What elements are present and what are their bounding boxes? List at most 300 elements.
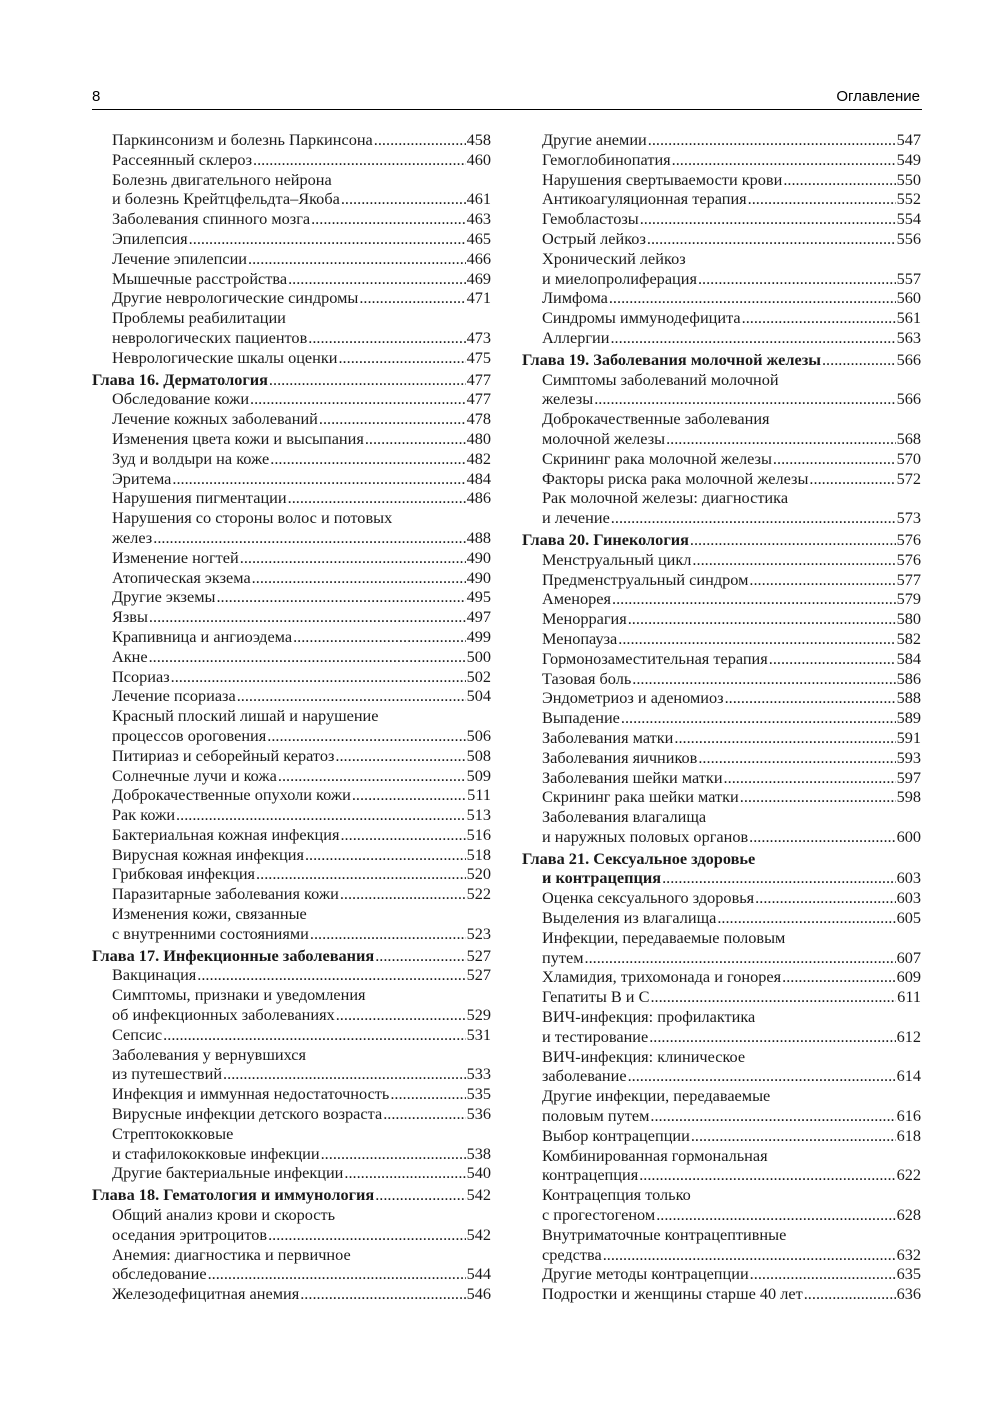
toc-dot-leader: [223, 1064, 466, 1084]
toc-entry-title: Выбор контрацепции: [542, 1125, 690, 1145]
toc-entry[interactable]: [522, 389, 921, 409]
toc-page-number: 547: [896, 130, 921, 149]
toc-dot-leader: [755, 888, 895, 908]
toc-page-number: 465: [466, 228, 491, 248]
toc-entry[interactable]: [522, 409, 921, 429]
toc-entry[interactable]: [522, 1086, 921, 1106]
toc-page-number: 460: [466, 149, 491, 169]
toc-entry-title: Подростки и женщины старше 40 лет: [542, 1284, 803, 1304]
toc-page-number: 527: [466, 965, 491, 985]
toc-entry[interactable]: [92, 429, 491, 449]
toc-entry-title: и тестирование: [542, 1026, 649, 1046]
toc-entry-title: и контрацепция: [542, 868, 662, 888]
toc-entry[interactable]: [92, 189, 491, 209]
toc-entry[interactable]: [92, 667, 491, 687]
toc-dot-leader: [822, 350, 896, 370]
toc-page-number: 520: [466, 864, 491, 884]
toc-page-number: 591: [896, 727, 921, 747]
toc-entry[interactable]: [522, 1106, 921, 1126]
toc-entry[interactable]: [92, 1064, 491, 1084]
toc-entry-title: половым путем: [542, 1106, 650, 1126]
toc-entry[interactable]: [92, 229, 491, 249]
toc-entry[interactable]: [522, 570, 921, 590]
toc-entry-title: Нарушения пигментации: [112, 488, 287, 508]
toc-entry-title: Предменструальный синдром: [542, 569, 749, 589]
toc-dot-leader: [717, 908, 895, 928]
toc-dot-leader: [352, 785, 466, 805]
toc-entry[interactable]: [522, 249, 921, 269]
toc-page-number: 576: [896, 529, 921, 549]
toc-entry-title: Красный плоский лишай и нарушение: [112, 706, 379, 726]
toc-dot-leader: [256, 864, 466, 884]
toc-page-number: 628: [896, 1205, 921, 1225]
toc-entry-title: Антикоагуляционная терапия: [542, 189, 747, 209]
toc-page-number: 509: [466, 765, 491, 785]
toc-entry-title: Другие анемии: [542, 130, 647, 149]
toc-dot-leader: [365, 429, 466, 449]
toc-entry[interactable]: [92, 1144, 491, 1164]
toc-entry-title: Аллергии: [542, 327, 610, 347]
toc-entry-title: заболевание: [542, 1066, 627, 1086]
toc-page-number: 572: [896, 468, 921, 488]
toc-entry-title: и наружных половых органов: [542, 826, 749, 846]
toc-entry[interactable]: [92, 706, 491, 726]
toc-entry[interactable]: [92, 627, 491, 647]
toc-dot-leader: [268, 1225, 466, 1245]
toc-page-number: 497: [466, 607, 491, 627]
toc-entry[interactable]: [522, 1165, 921, 1185]
toc-dot-leader: [305, 845, 466, 865]
toc-entry[interactable]: [522, 488, 921, 508]
toc-entry-title: Лечение псориаза: [112, 686, 236, 706]
toc-entry-title: Менструальный цикл: [542, 549, 692, 569]
toc-page-number: 607: [896, 947, 921, 967]
toc-entry[interactable]: [522, 948, 921, 968]
toc-entry[interactable]: [522, 1047, 921, 1067]
toc-entry[interactable]: [92, 965, 491, 985]
toc-entry[interactable]: [92, 785, 491, 805]
toc-entry[interactable]: [92, 1025, 491, 1045]
toc-entry[interactable]: [92, 1205, 491, 1225]
toc-entry[interactable]: [92, 587, 491, 607]
toc-entry[interactable]: [522, 1007, 921, 1027]
toc-page-number: 576: [896, 549, 921, 569]
toc-dot-leader: [594, 389, 895, 409]
toc-entry[interactable]: [92, 508, 491, 528]
toc-entry[interactable]: [92, 528, 491, 548]
toc-entry[interactable]: [522, 827, 921, 847]
toc-entry-title: Неврологические шкалы оценки: [112, 347, 338, 367]
toc-entry-title: Другие неврологические синдромы: [112, 288, 359, 308]
toc-page-number: 618: [896, 1125, 921, 1145]
toc-entry-title: оседания эритроцитов: [112, 1224, 268, 1244]
toc-dot-leader: [359, 288, 465, 308]
toc-entry[interactable]: [92, 1124, 491, 1144]
toc-entry[interactable]: [92, 288, 491, 308]
toc-entry[interactable]: [92, 1163, 491, 1183]
toc-entry[interactable]: [92, 469, 491, 489]
toc-entry[interactable]: [522, 288, 921, 308]
toc-page-number: 588: [896, 688, 921, 708]
toc-entry[interactable]: [522, 449, 921, 469]
page-number: 8: [92, 88, 101, 105]
toc-page-number: 527: [466, 945, 491, 965]
toc-page-number: 616: [896, 1106, 921, 1126]
toc-dot-leader: [321, 1144, 466, 1164]
toc-chapter-entry[interactable]: [522, 849, 921, 869]
toc-dot-leader: [375, 946, 465, 966]
toc-entry[interactable]: [92, 805, 491, 825]
toc-chapter-entry[interactable]: [522, 350, 921, 370]
toc-entry-title: Выпадение: [542, 708, 620, 728]
toc-entry-title: Глава 19. Заболевания молочной железы: [522, 349, 821, 369]
toc-entry[interactable]: [92, 130, 491, 150]
toc-page-number: 499: [466, 626, 491, 646]
toc-page-number: 568: [896, 428, 921, 448]
toc-dot-leader: [340, 825, 465, 845]
toc-dot-leader: [149, 607, 466, 627]
toc-page-number: 593: [896, 747, 921, 767]
toc-entry-title: Бактериальная кожная инфекция: [112, 824, 340, 844]
toc-page-number: 603: [896, 868, 921, 888]
toc-entry[interactable]: [522, 748, 921, 768]
toc-entry-title: процессов ороговения: [112, 725, 267, 745]
toc-entry-title: Изменения кожи, связанные: [112, 904, 307, 924]
toc-entry[interactable]: [522, 209, 921, 229]
toc-dot-leader: [612, 589, 896, 609]
toc-entry[interactable]: [92, 308, 491, 328]
toc-entry-title: железы: [542, 389, 594, 409]
toc-entry[interactable]: [92, 884, 491, 904]
toc-dot-leader: [197, 965, 465, 985]
toc-dot-leader: [749, 570, 895, 590]
toc-page-number: 556: [896, 228, 921, 248]
toc-entry-title: Атопическая экзема: [112, 567, 251, 587]
toc-entry[interactable]: [92, 170, 491, 190]
toc-entry-title: Питириаз и себорейный кератоз: [112, 745, 335, 765]
toc-entry-title: Эндометриоз и аденомиоз: [542, 688, 724, 708]
toc-page-number: 542: [466, 1224, 491, 1244]
toc-entry[interactable]: [522, 708, 921, 728]
toc-dot-leader: [176, 805, 466, 825]
toc-page-number: 589: [896, 708, 921, 728]
toc-page-number: 508: [466, 745, 491, 765]
toc-entry[interactable]: [522, 688, 921, 708]
toc-dot-leader: [662, 868, 895, 888]
toc-entry[interactable]: [522, 649, 921, 669]
toc-entry[interactable]: [92, 488, 491, 508]
toc-dot-leader: [740, 787, 896, 807]
toc-entry[interactable]: [92, 766, 491, 786]
toc-page-number: 597: [896, 767, 921, 787]
toc-page-number: 473: [466, 327, 491, 347]
toc-dot-leader: [390, 1084, 465, 1104]
toc-entry[interactable]: [522, 967, 921, 987]
toc-page-number: 605: [896, 908, 921, 928]
toc-entry[interactable]: [92, 647, 491, 667]
toc-dot-leader: [809, 469, 895, 489]
toc-entry-title: Другие экземы: [112, 587, 216, 607]
toc-dot-leader: [649, 1027, 895, 1047]
toc-entry[interactable]: [522, 269, 921, 289]
toc-chapter-entry[interactable]: [92, 370, 491, 390]
toc-entry[interactable]: [92, 904, 491, 924]
toc-page-number: 561: [896, 308, 921, 328]
toc-entry[interactable]: [522, 229, 921, 249]
toc-page-number: 482: [466, 448, 491, 468]
toc-entry[interactable]: [522, 150, 921, 170]
toc-entry[interactable]: [92, 269, 491, 289]
toc-entry[interactable]: [92, 985, 491, 1005]
toc-entry-title: Анемия: диагностика и первичное: [112, 1244, 351, 1264]
toc-entry[interactable]: [522, 928, 921, 948]
toc-entry[interactable]: [522, 987, 921, 1007]
toc-entry-title: с прогестогеном: [542, 1205, 656, 1225]
toc-chapter-entry[interactable]: [92, 1185, 491, 1205]
toc-dot-leader: [725, 688, 896, 708]
toc-dot-leader: [782, 967, 895, 987]
toc-entry-title: Болезнь двигательного нейрона: [112, 169, 332, 189]
toc-page-number: 573: [896, 508, 921, 528]
toc-entry-title: Нарушения свертываемости крови: [542, 169, 783, 189]
toc-page-number: 480: [466, 428, 491, 448]
toc-entry[interactable]: [92, 1104, 491, 1124]
toc-entry[interactable]: [522, 1205, 921, 1225]
toc-dot-leader: [344, 1163, 465, 1183]
toc-entry-title: Вирусные инфекции детского возраста: [112, 1104, 383, 1124]
toc-entry-title: Факторы риска рака молочной железы: [542, 468, 809, 488]
toc-dot-leader: [621, 708, 896, 728]
toc-entry[interactable]: [522, 370, 921, 390]
toc-entry[interactable]: [522, 1284, 921, 1304]
toc-entry[interactable]: [92, 1284, 491, 1304]
toc-entry-title: Заболевания у вернувшихся: [112, 1044, 306, 1064]
toc-entry[interactable]: [522, 728, 921, 748]
toc-page-number: 535: [466, 1084, 491, 1104]
toc-entry[interactable]: [522, 807, 921, 827]
toc-page-number: 502: [466, 666, 491, 686]
toc-entry[interactable]: [522, 469, 921, 489]
toc-page-number: 504: [466, 686, 491, 706]
toc-entry-title: контрацепция: [542, 1165, 639, 1185]
toc-entry-title: Обследование кожи: [112, 389, 250, 409]
toc-entry[interactable]: [522, 130, 921, 150]
toc-dot-leader: [237, 686, 466, 706]
toc-entry-title: путем: [542, 947, 584, 967]
toc-dot-leader: [300, 1284, 465, 1304]
toc-entry[interactable]: [92, 150, 491, 170]
toc-page-number: 533: [466, 1064, 491, 1084]
toc-chapter-entry[interactable]: [522, 868, 921, 888]
toc-entry-title: Скрининг рака молочной железы: [542, 448, 772, 468]
toc-dot-leader: [632, 669, 895, 689]
toc-entry[interactable]: [522, 308, 921, 328]
toc-entry[interactable]: [522, 170, 921, 190]
toc-entry-title: Скрининг рака шейки матки: [542, 787, 739, 807]
toc-entry[interactable]: [92, 864, 491, 884]
toc-entry[interactable]: [522, 629, 921, 649]
toc-page-number: 463: [466, 209, 491, 229]
toc-dot-leader: [208, 1264, 466, 1284]
toc-page-number: 577: [896, 569, 921, 589]
toc-page-number: 516: [466, 824, 491, 844]
toc-dot-leader: [383, 1104, 465, 1124]
toc-dot-leader: [335, 746, 465, 766]
toc-entry-title: Глава 20. Гинекология: [522, 529, 689, 549]
toc-entry-title: Глава 21. Сексуальное здоровье: [522, 848, 756, 868]
toc-entry[interactable]: [92, 548, 491, 568]
toc-dot-leader: [603, 1245, 896, 1265]
toc-dot-leader: [338, 348, 465, 368]
toc-dot-leader: [610, 328, 895, 348]
toc-entry-title: Паркинсонизм и болезнь Паркинсона: [112, 130, 373, 149]
toc-entry[interactable]: [522, 669, 921, 689]
toc-dot-leader: [773, 449, 896, 469]
toc-dot-leader: [666, 429, 895, 449]
toc-entry[interactable]: [522, 589, 921, 609]
toc-entry[interactable]: [522, 328, 921, 348]
toc-entry-title: Глава 16. Дерматология: [92, 369, 268, 389]
toc-entry-title: Хламидия, трихомонада и гонорея: [542, 967, 782, 987]
toc-entry-title: Острый лейкоз: [542, 228, 646, 248]
toc-page-number: 549: [896, 149, 921, 169]
toc-entry[interactable]: [522, 768, 921, 788]
toc-entry[interactable]: [522, 1027, 921, 1047]
toc-entry[interactable]: [92, 746, 491, 766]
toc-chapter-entry[interactable]: [92, 946, 491, 966]
toc-page-number: 538: [466, 1143, 491, 1163]
toc-entry[interactable]: [522, 908, 921, 928]
toc-page-number: 560: [896, 288, 921, 308]
toc-dot-leader: [783, 170, 895, 190]
toc-dot-leader: [724, 768, 896, 788]
toc-entry[interactable]: [522, 1185, 921, 1205]
toc-entry[interactable]: [92, 1225, 491, 1245]
toc-entry-title: Выделения из влагалища: [542, 908, 717, 928]
toc-entry[interactable]: [92, 449, 491, 469]
toc-dot-leader: [163, 1025, 465, 1045]
toc-entry-title: Хронический лейкоз: [542, 248, 686, 268]
toc-dot-leader: [240, 548, 466, 568]
toc-entry-title: Доброкачественные заболевания: [542, 409, 770, 429]
toc-entry[interactable]: [522, 609, 921, 629]
toc-dot-leader: [674, 728, 895, 748]
toc-chapter-entry[interactable]: [522, 530, 921, 550]
toc-entry-title: Вакцинация: [112, 965, 197, 985]
toc-page-number: 458: [466, 130, 491, 149]
toc-entry-title: Гормонозаместительная терапия: [542, 648, 768, 668]
toc-entry[interactable]: [92, 845, 491, 865]
toc-entry[interactable]: [92, 607, 491, 627]
toc-entry[interactable]: [92, 328, 491, 348]
toc-entry[interactable]: [92, 209, 491, 229]
toc-entry-title: Инфекция и иммунная недостаточность: [112, 1084, 390, 1104]
toc-entry[interactable]: [92, 1084, 491, 1104]
toc-page-number: 632: [896, 1244, 921, 1264]
toc-entry-title: Солнечные лучи и кожа: [112, 765, 277, 785]
toc-page-number: 636: [896, 1284, 921, 1304]
toc-entry-title: Менопауза: [542, 628, 618, 648]
toc-dot-leader: [270, 449, 465, 469]
toc-page-number: 478: [466, 409, 491, 429]
toc-dot-leader: [628, 1066, 896, 1086]
toc-dot-leader: [172, 469, 465, 489]
toc-entry[interactable]: [522, 888, 921, 908]
toc-entry-title: Грибковая инфекция: [112, 864, 256, 884]
toc-page-number: 622: [896, 1165, 921, 1185]
toc-entry[interactable]: [522, 1245, 921, 1265]
toc-entry[interactable]: [522, 1146, 921, 1166]
toc-entry-title: Другие инфекции, передаваемые: [542, 1086, 771, 1106]
toc-dot-leader: [250, 389, 466, 409]
toc-entry[interactable]: [92, 686, 491, 706]
toc-dot-leader: [585, 948, 896, 968]
toc-entry[interactable]: [92, 924, 491, 944]
toc-entry[interactable]: [92, 249, 491, 269]
toc-page-number: 523: [466, 923, 491, 943]
toc-entry-title: Паразитарные заболевания кожи: [112, 884, 339, 904]
toc-entry-title: Симптомы, признаки и уведомления: [112, 985, 366, 1005]
toc-entry[interactable]: [522, 1066, 921, 1086]
toc-dot-leader: [650, 987, 896, 1007]
toc-page-number: 495: [466, 587, 491, 607]
toc-entry-title: Оценка сексуального здоровья: [542, 888, 755, 908]
toc-entry[interactable]: [92, 1264, 491, 1284]
toc-entry[interactable]: [522, 1126, 921, 1146]
toc-entry-title: Заболевания влагалища: [542, 807, 707, 827]
toc-entry[interactable]: [92, 348, 491, 368]
toc-entry[interactable]: [522, 1225, 921, 1245]
toc-entry[interactable]: [522, 1264, 921, 1284]
toc-entry[interactable]: [92, 389, 491, 409]
toc-entry-title: молочной железы: [542, 428, 666, 448]
toc-entry[interactable]: [92, 568, 491, 588]
toc-entry[interactable]: [522, 429, 921, 449]
toc-dot-leader: [189, 229, 466, 249]
toc-entry-title: и стафилококковые инфекции: [112, 1143, 320, 1163]
toc-page-number: 461: [466, 189, 491, 209]
toc-dot-leader: [308, 328, 465, 348]
toc-entry[interactable]: [92, 1045, 491, 1065]
toc-dot-leader: [609, 288, 896, 308]
toc-entry[interactable]: [522, 787, 921, 807]
toc-dot-leader: [252, 568, 466, 588]
toc-entry-title: Лечение эпилепсии: [112, 248, 248, 268]
toc-entry-title: Зуд и волдыри на коже: [112, 448, 270, 468]
toc-entry[interactable]: [92, 1005, 491, 1025]
toc-dot-leader: [269, 370, 466, 390]
toc-entry-title: Акне: [112, 646, 148, 666]
toc-entry[interactable]: [92, 825, 491, 845]
toc-dot-leader: [639, 1165, 895, 1185]
toc-entry[interactable]: [522, 550, 921, 570]
toc-entry[interactable]: [92, 409, 491, 429]
toc-entry-title: Заболевания шейки матки: [542, 767, 723, 787]
toc-page-number: 552: [896, 189, 921, 209]
toc-entry-title: Железодефицитная анемия: [112, 1284, 300, 1304]
toc-page-number: 536: [466, 1104, 491, 1124]
toc-page-number: 542: [466, 1185, 491, 1205]
toc-entry[interactable]: [92, 726, 491, 746]
toc-entry[interactable]: [522, 189, 921, 209]
toc-entry[interactable]: [92, 1245, 491, 1265]
toc-dot-leader: [742, 308, 896, 328]
toc-entry[interactable]: [522, 508, 921, 528]
toc-entry-title: и лечение: [542, 508, 610, 528]
toc-entry-title: Мышечные расстройства: [112, 268, 288, 288]
toc-dot-leader: [311, 209, 465, 229]
toc-dot-leader: [267, 726, 465, 746]
